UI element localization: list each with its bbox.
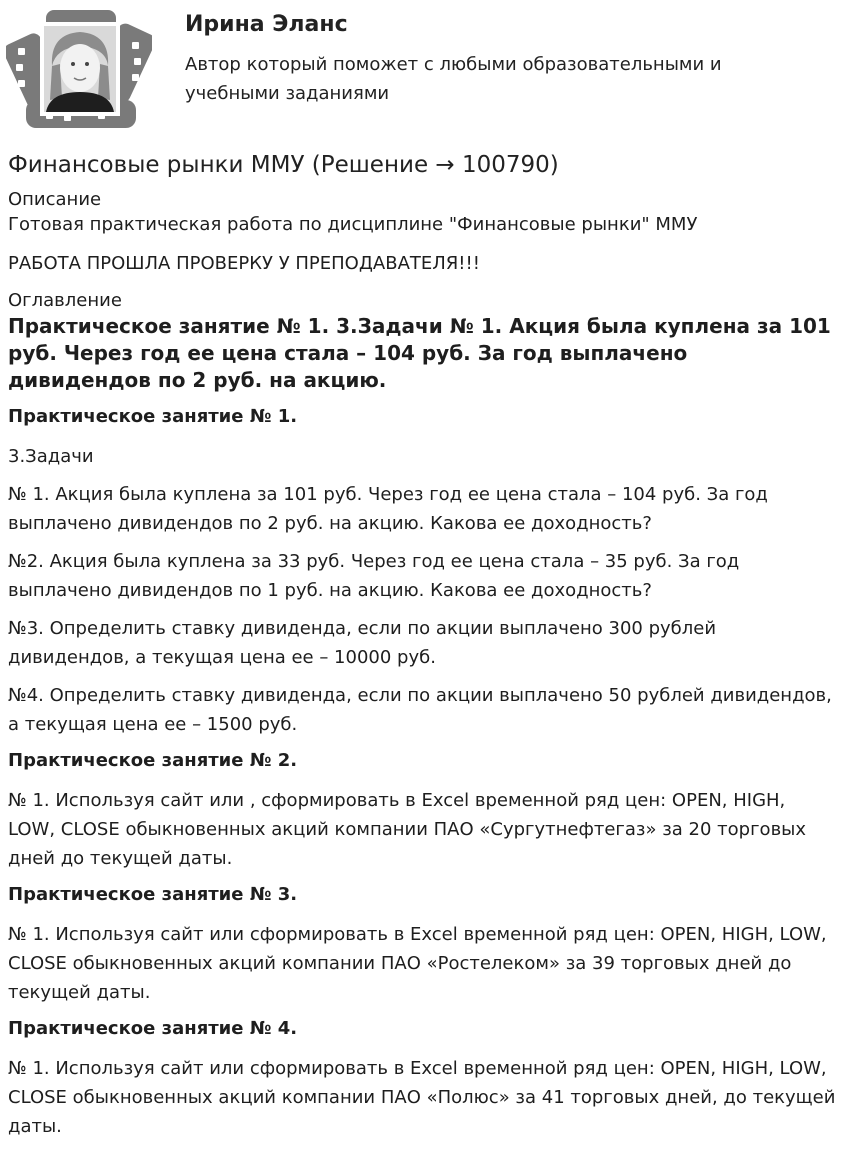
toc-label: Оглавление	[8, 290, 122, 311]
author-description: Автор который поможет с любыми образовательными и учебными заданиями	[185, 54, 722, 104]
description-text: Готовая практическая работа по дисциплине "Финансовые рынки" ММУ	[8, 214, 698, 235]
section-3	[8, 882, 836, 1007]
document-title: Финансовые рынки ММУ (Решение → 100790)	[8, 152, 559, 178]
toc-title: Практическое занятие № 1. 3.Задачи № 1. Акция была куплена за 101 руб. Через год ее цена стала – 104 руб. За год выплачено дивидендов по 2 руб. на акцию.	[8, 314, 831, 392]
description-label: Описание	[8, 189, 102, 210]
section-heading: Практическое занятие № 2.	[8, 750, 298, 771]
section-paragraph: 3.Задачи	[8, 446, 94, 467]
author-name: Ирина Эланс	[185, 12, 348, 37]
section-paragraph: № 1. Используя сайт или сформировать в Excel временной ряд цен: OPEN, HIGH, LOW, CLOSE обыкновенных акций компании ПАО «Полюс» за 41 торговых дней, до текущей даты.	[8, 1058, 836, 1137]
review-notice: РАБОТА ПРОШЛА ПРОВЕРКУ У ПРЕПОДАВАТЕЛЯ!!!	[8, 253, 480, 274]
author-avatar	[6, 8, 152, 130]
section-heading: Практическое занятие № 1.	[8, 406, 298, 427]
section-paragraph: №2. Акция была куплена за 33 руб. Через год ее цена стала – 35 руб. За год выплачено дивидендов по 1 руб. на акцию. Какова ее доходность?	[8, 551, 740, 601]
section-paragraph: №4. Определить ставку дивиденда, если по акции выплачено 50 рублей дивидендов, а текущая цена ее – 1500 руб.	[8, 685, 832, 735]
document-content	[8, 150, 836, 1150]
section-1	[8, 404, 836, 739]
section-heading: Практическое занятие № 3.	[8, 884, 298, 905]
section-heading: Практическое занятие № 4.	[8, 1018, 298, 1039]
section-paragraph: № 1. Акция была куплена за 101 руб. Через год ее цена стала – 104 руб. За год выплачено дивидендов по 2 руб. на акцию. Какова ее доходность?	[8, 484, 768, 534]
section-paragraph: № 1. Используя сайт или , сформировать в Excel временной ряд цен: OPEN, HIGH, LOW, CLOSE обыкновенных акций компании ПАО «Сургутнефтегаз» за 20 торговых дней до текущей даты.	[8, 790, 807, 869]
section-4	[8, 1016, 836, 1141]
section-2	[8, 748, 836, 873]
section-paragraph: № 1. Используя сайт или сформировать в Excel временной ряд цен: OPEN, HIGH, LOW, CLOSE обыкновенных акций компании ПАО «Ростелеком» за 39 торговых дней до текущей даты.	[8, 924, 827, 1003]
section-paragraph: №3. Определить ставку дивиденда, если по акции выплачено 300 рублей дивидендов, а текущая цена ее – 10000 руб.	[8, 618, 717, 668]
author-card	[0, 0, 847, 140]
